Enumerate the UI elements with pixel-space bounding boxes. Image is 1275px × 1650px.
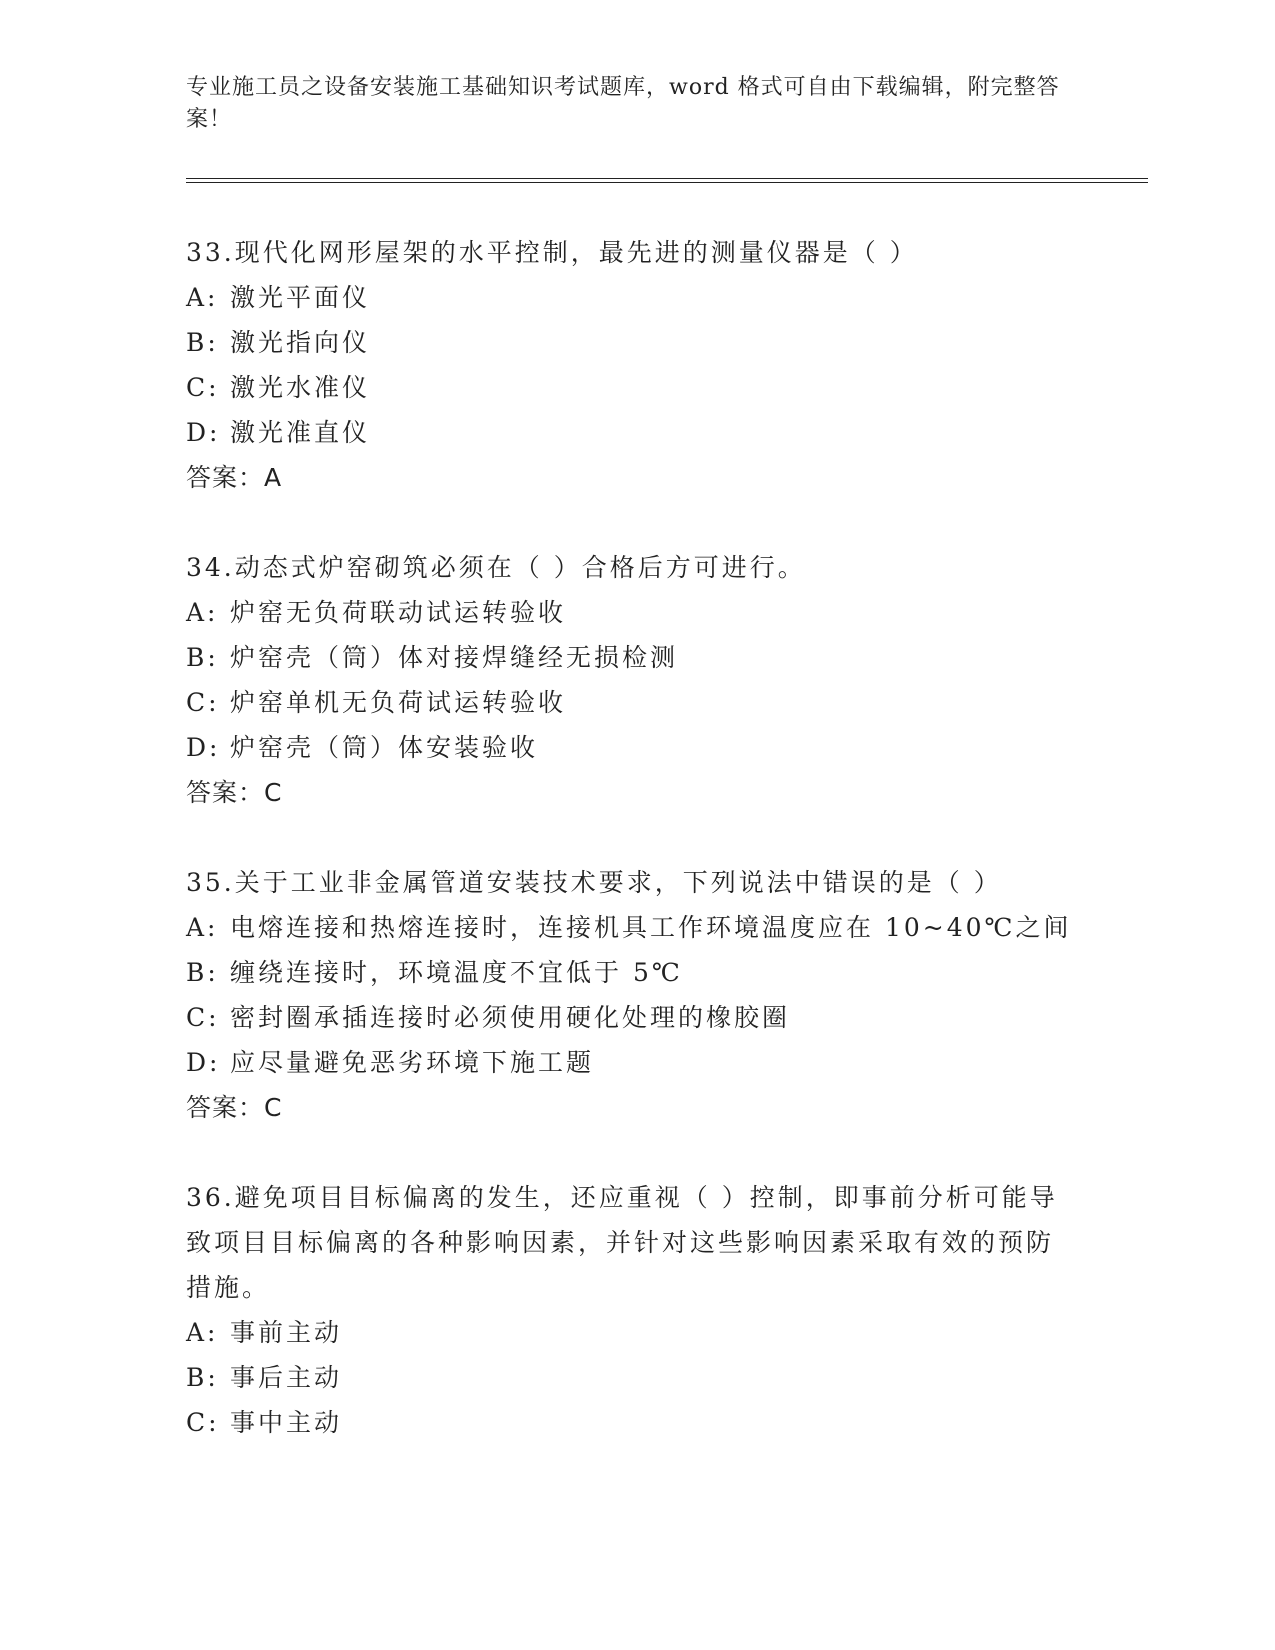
option-text: 电熔连接和热熔连接时，连接机具工作环境温度应在 10~40℃之间: [230, 913, 1072, 942]
option-d: [186, 410, 1066, 455]
answer-line: 答案：C: [186, 778, 283, 807]
header-divider-top: [186, 178, 1148, 179]
question-stem: 33.现代化网形屋架的水平控制，最先进的测量仪器是（ ）: [186, 238, 918, 267]
option-text: 激光指向仪: [230, 328, 371, 357]
option-text: 应尽量避免恶劣环境下施工题: [230, 1048, 595, 1077]
option-text: 炉窑单机无负荷试运转验收: [230, 688, 567, 717]
option-letter: B:: [186, 328, 219, 357]
option-a: [186, 590, 1066, 635]
question-35: [186, 860, 1072, 1130]
option-text: 炉窑壳（筒）体安装验收: [230, 733, 539, 762]
question-34: [186, 545, 1066, 815]
option-text: 激光平面仪: [230, 283, 371, 312]
option-b: [186, 320, 1066, 365]
option-b: [186, 1355, 1066, 1400]
option-letter: A:: [186, 913, 219, 942]
option-text: 事中主动: [230, 1408, 343, 1437]
option-a: [186, 905, 1072, 950]
answer-line: 答案：A: [186, 463, 283, 492]
option-letter: C:: [186, 688, 220, 717]
question-stem: 36.避免项目目标偏离的发生，还应重视（ ）控制，即事前分析可能导致项目目标偏离的各种影响因素，并针对这些影响因素采取有效的预防措施。: [186, 1183, 1058, 1302]
option-letter: D:: [186, 418, 221, 447]
option-letter: C:: [186, 1408, 220, 1437]
option-b: [186, 635, 1066, 680]
option-text: 事前主动: [230, 1318, 343, 1347]
option-text: 密封圈承插连接时必须使用硬化处理的橡胶圈: [230, 1003, 791, 1032]
option-letter: C:: [186, 373, 220, 402]
option-text: 炉窑无负荷联动试运转验收: [230, 598, 567, 627]
option-c: [186, 995, 1066, 1040]
option-letter: C:: [186, 1003, 220, 1032]
question-stem: 35.关于工业非金属管道安装技术要求，下列说法中错误的是（ ）: [186, 868, 1002, 897]
option-letter: B:: [186, 1363, 219, 1392]
option-text: 事后主动: [230, 1363, 343, 1392]
option-letter: B:: [186, 643, 219, 672]
option-a: [186, 275, 1066, 320]
option-a: [186, 1310, 1066, 1355]
option-b: [186, 950, 1066, 995]
question-33: [186, 230, 1066, 500]
header-divider-bottom: [186, 182, 1148, 183]
option-letter: D:: [186, 733, 221, 762]
question-36: [186, 1175, 1066, 1445]
option-d: [186, 725, 1066, 770]
option-text: 激光准直仪: [230, 418, 371, 447]
option-c: [186, 680, 1066, 725]
option-text: 激光水准仪: [230, 373, 371, 402]
option-c: [186, 1400, 1066, 1445]
document-header: 专业施工员之设备安装施工基础知识考试题库，word 格式可自由下载编辑，附完整答案！: [186, 75, 1060, 132]
option-d: [186, 1040, 1066, 1085]
option-c: [186, 365, 1066, 410]
answer-line: 答案：C: [186, 1093, 283, 1122]
option-letter: A:: [186, 1318, 219, 1347]
option-letter: B:: [186, 958, 219, 987]
option-text: 缠绕连接时，环境温度不宜低于 5℃: [230, 958, 683, 987]
question-stem: 34.动态式炉窑砌筑必须在（ ）合格后方可进行。: [186, 553, 806, 582]
option-letter: D:: [186, 1048, 221, 1077]
option-letter: A:: [186, 598, 219, 627]
option-letter: A:: [186, 283, 219, 312]
option-text: 炉窑壳（筒）体对接焊缝经无损检测: [230, 643, 679, 672]
